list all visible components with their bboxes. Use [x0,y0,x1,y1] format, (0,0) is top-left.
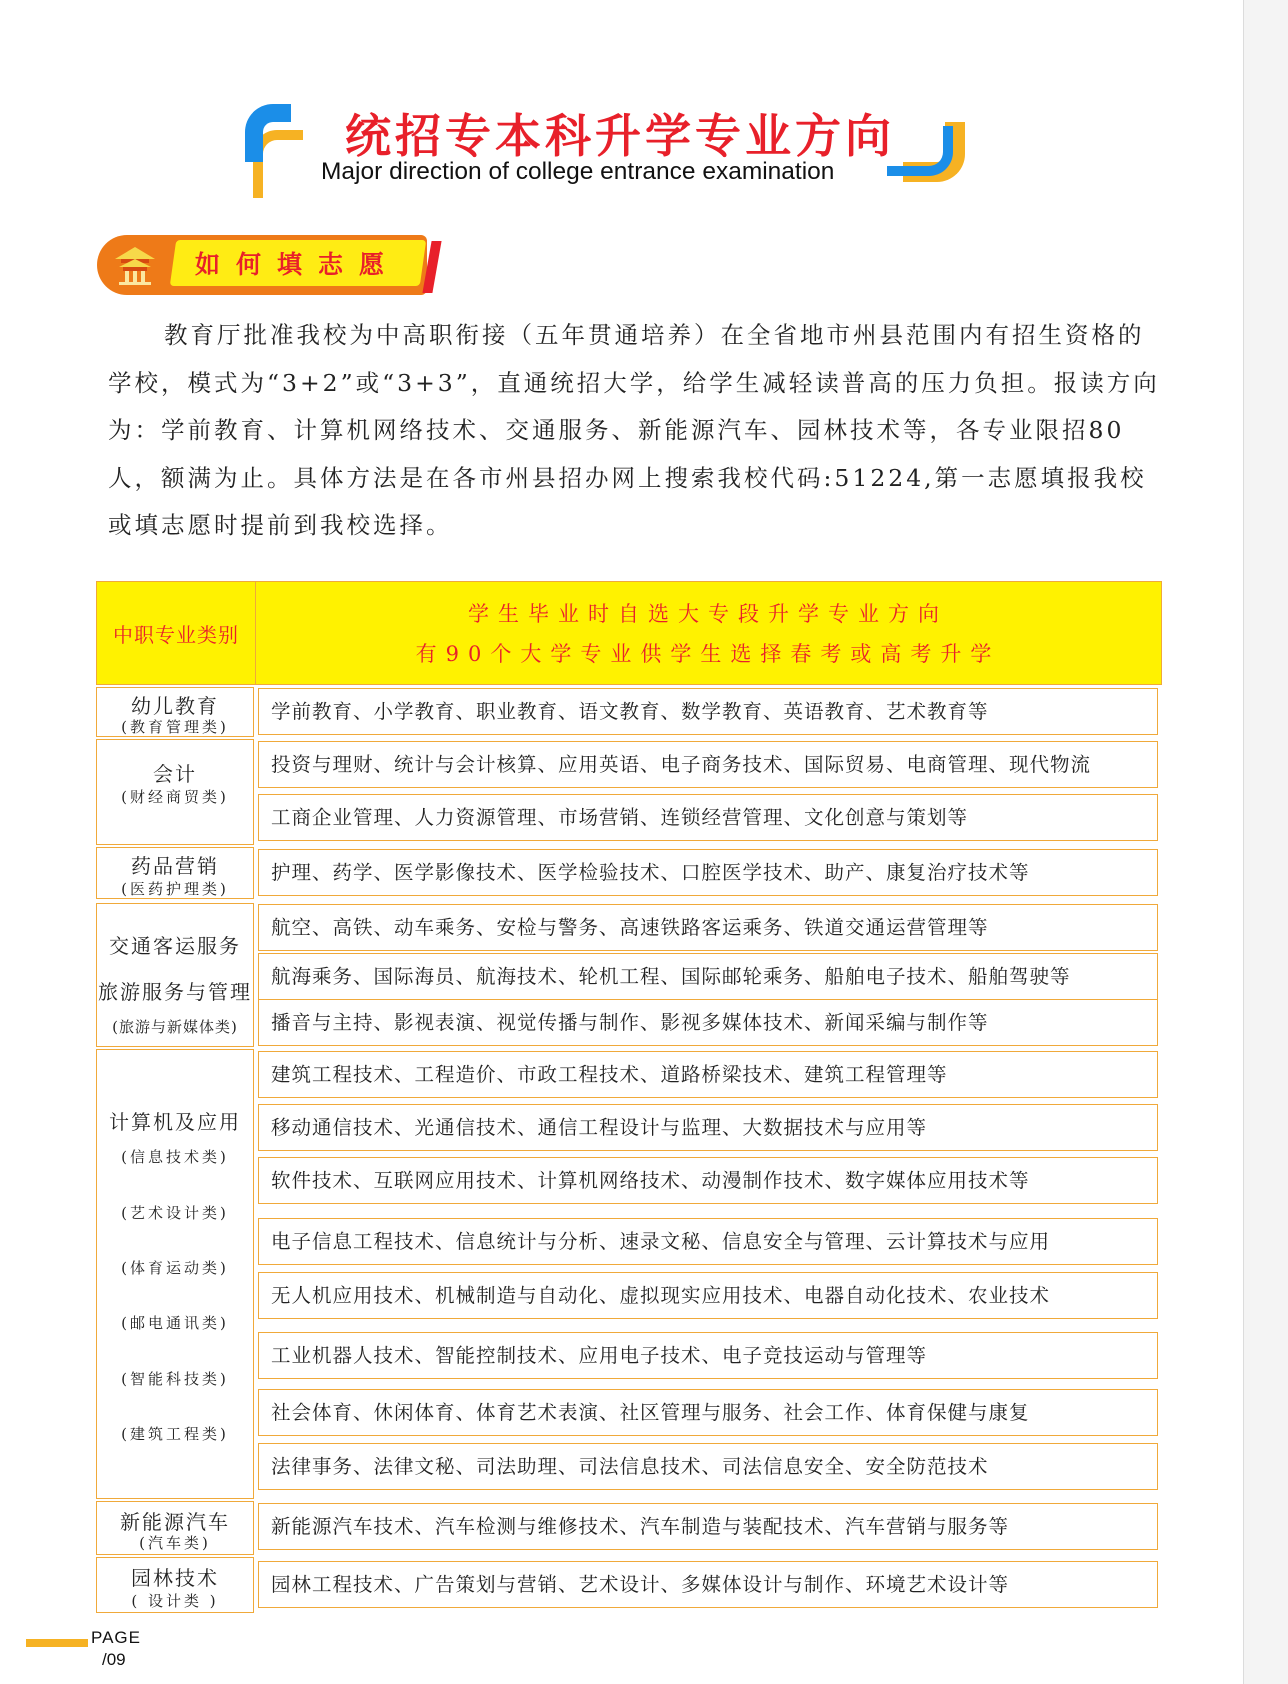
category-name: 新能源汽车 [120,1510,230,1534]
category-sub: ( 设计类 ) [131,1592,219,1610]
table-row: 无人机应用技术、机械制造与自动化、虚拟现实应用技术、电器自动化技术、农业技术 [258,1272,1158,1319]
category-name: 药品营销 [131,854,219,878]
category-sub: (建筑工程类) [121,1425,229,1443]
category-landscape [96,1557,254,1613]
category-name-2: 旅游服务与管理 [98,980,252,1004]
page-subtitle-en: Major direction of college entrance examination [321,158,835,185]
category-sub: (旅游与新媒体类) [112,1018,238,1036]
table-row: 播音与主持、影视表演、视觉传播与制作、影视多媒体技术、新闻采编与制作等 [258,999,1158,1046]
page-edge [1243,0,1288,1684]
table-row: 建筑工程技术、工程造价、市政工程技术、道路桥梁技术、建筑工程管理等 [258,1051,1158,1098]
table-row: 航空、高铁、动车乘务、安检与警务、高速铁路客运乘务、铁道交通运营管理等 [258,904,1158,951]
category-transport-tourism [96,903,254,1047]
table-row: 园林工程技术、广告策划与营销、艺术设计、多媒体设计与制作、环境艺术设计等 [258,1561,1158,1608]
table-row: 法律事务、法律文秘、司法助理、司法信息技术、司法信息安全、安全防范技术 [258,1443,1158,1490]
pagoda-icon [111,243,159,287]
category-name: 会计 [153,762,197,786]
title-banner [245,100,965,195]
intro-paragraph: 教育厅批准我校为中高职衔接（五年贯通培养）在全省地市州县范围内有招生资格的学校，模式为“3+2”或“3+3”，直通统招大学，给学生减轻读普高的压力负担。报读方向为：学前教育、计算机网络技术、交通服务、新能源汽车、园林技术等，各专业限招80人，额满为止。具体方法是在各市州县招办网上搜索我校代码:51224,第一志愿填报我校或填志愿时提前到我校选择。 [108,321,1160,539]
category-accounting [96,739,254,845]
category-name: 幼儿教育 [131,694,219,718]
table-row: 学前教育、小学教育、职业教育、语文教育、数学教育、英语教育、艺术教育等 [258,688,1158,735]
category-sub: (邮电通讯类) [121,1314,229,1332]
category-sub: (医药护理类) [121,880,229,898]
page-number-bar [26,1639,88,1647]
section-label: 如何填志愿 [195,250,401,279]
category-sub: (教育管理类) [121,718,229,736]
category-pharma [96,847,254,899]
page-title: 统招专本科升学专业方向 [345,109,895,163]
table-row: 移动通信技术、光通信技术、通信工程设计与监理、大数据技术与应用等 [258,1104,1158,1151]
table-row: 软件技术、互联网应用技术、计算机网络技术、动漫制作技术、数字媒体应用技术等 [258,1157,1158,1204]
category-new-energy [96,1501,254,1555]
table-row: 工业机器人技术、智能控制技术、应用电子技术、电子竞技运动与管理等 [258,1332,1158,1379]
table-row: 投资与理财、统计与会计核算、应用英语、电子商务技术、国际贸易、电商管理、现代物流 [258,741,1158,788]
section-badge [97,235,442,297]
table-header-line-2: 有90个大学专业供学生选择春考或高考升学 [415,642,1001,666]
table-row: 护理、药学、医学影像技术、医学检验技术、口腔医学技术、助产、康复治疗技术等 [258,849,1158,896]
table-header [96,581,1162,685]
category-sub: (艺术设计类) [121,1204,229,1222]
table-header-line-1: 学生毕业时自选大专段升学专业方向 [468,602,948,626]
table-header-directions [255,582,1161,684]
table-row: 航海乘务、国际海员、航海技术、轮机工程、国际邮轮乘务、船舶电子技术、船舶驾驶等 [258,953,1158,1000]
table-row: 社会体育、休闲体育、体育艺术表演、社区管理与服务、社会工作、体育保健与康复 [258,1389,1158,1436]
table-row: 工商企业管理、人力资源管理、市场营销、连锁经营管理、文化创意与策划等 [258,794,1158,841]
category-sub: (体育运动类) [121,1259,229,1277]
page-number: /09 [102,1650,126,1669]
category-sub: (汽车类) [139,1534,211,1552]
table-row: 电子信息工程技术、信息统计与分析、速录文秘、信息安全与管理、云计算技术与应用 [258,1218,1158,1265]
table-header-category: 中职专业类别 [97,582,256,684]
category-sub: (信息技术类) [121,1148,229,1166]
category-name: 园林技术 [131,1566,219,1590]
category-name: 计算机及应用 [109,1110,241,1134]
category-computer [96,1049,254,1499]
category-sub: (财经商贸类) [121,788,229,806]
category-name: 交通客运服务 [109,934,241,958]
table-row: 新能源汽车技术、汽车检测与维修技术、汽车制造与装配技术、汽车营销与服务等 [258,1503,1158,1550]
category-early-childhood [96,687,254,737]
category-sub: (智能科技类) [121,1370,229,1388]
page-label: PAGE [91,1628,141,1647]
title-bracket-left-decoration [245,104,291,162]
